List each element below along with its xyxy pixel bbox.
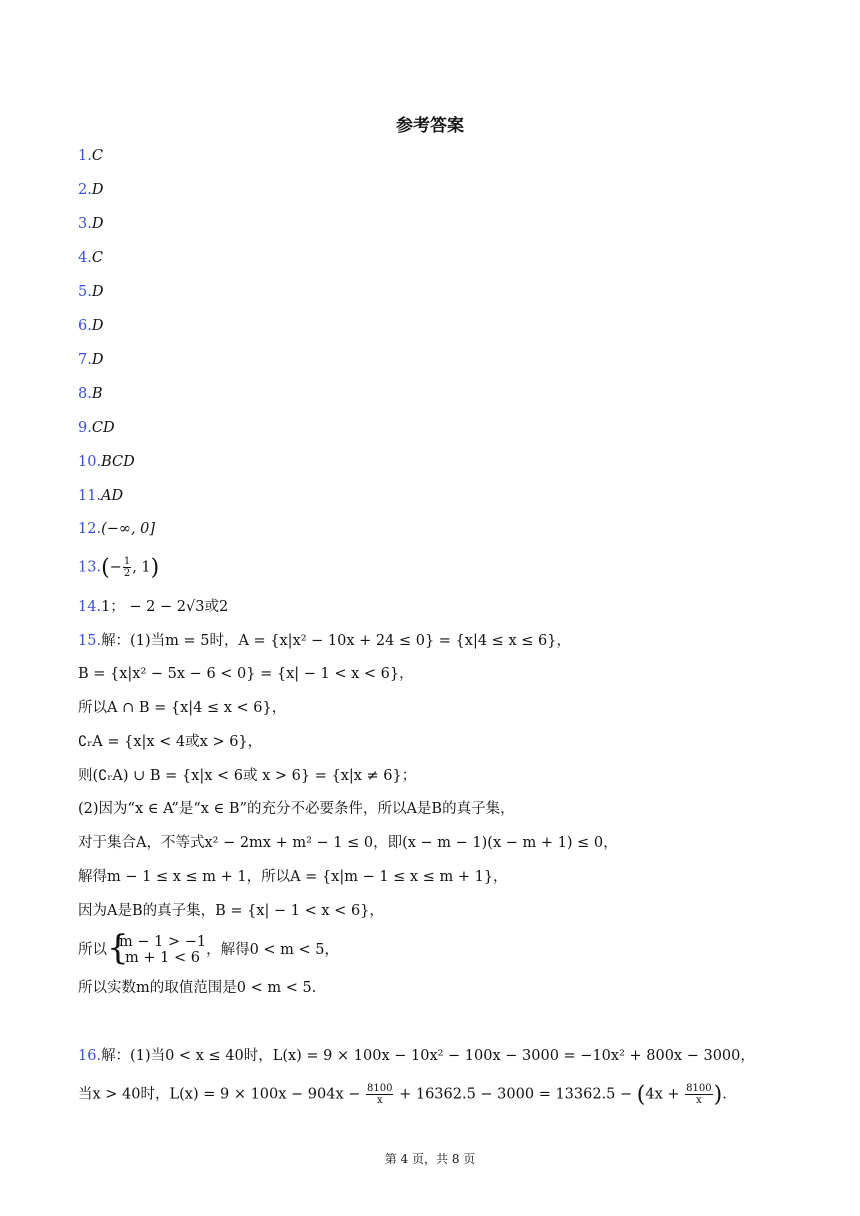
answer-text: C <box>91 148 103 164</box>
fraction: $\frac{8100}{x}$ <box>686 1083 712 1106</box>
answer-15-line-6: (2)因为“x ∈ A”是“x ∈ B”的充分不必要条件，所以A是B的真子集， <box>78 801 515 817</box>
answer-text: B <box>91 386 103 402</box>
answer-15-line-4: ∁ᵣA = {x|x < 4或x > 6}， <box>78 734 263 750</box>
answer-6 <box>78 316 103 336</box>
question-number: 12. <box>78 521 102 537</box>
answer-text: AD <box>101 488 124 504</box>
answer-text: D <box>91 182 104 198</box>
question-number: 6. <box>78 318 92 334</box>
answer-15-line-11: 所以实数m的取值范围是0 < m < 5. <box>78 980 317 996</box>
answer-text: D <box>91 318 104 334</box>
question-number: 5. <box>78 284 92 300</box>
question-number: 14. <box>78 599 102 615</box>
answer-4 <box>78 248 103 268</box>
answer-1 <box>78 146 103 166</box>
fraction: $\frac{1}{2}$ <box>123 556 131 579</box>
answer-11 <box>78 486 123 506</box>
question-number: 11. <box>78 488 102 504</box>
answer-15-line-8: 解得m − 1 ≤ x ≤ m + 1，所以A = {x|m − 1 ≤ x ≤ m + 1}， <box>78 869 508 885</box>
fraction: $\frac{8100}{x}$ <box>367 1083 393 1106</box>
answer-7 <box>78 350 103 370</box>
answer-15-line-1: 15.解：(1)当m = 5时，A = {x|x² − 10x + 24 ≤ 0} = {x|4 ≤ x ≤ 6}， <box>78 633 571 649</box>
answer-13-sign: − <box>109 559 122 576</box>
answer-text: (−∞, 0] <box>101 521 156 537</box>
page-footer: 第 4 页，共 8 页 <box>384 1152 476 1166</box>
equation-system: { m − 1 > −1 m + 1 < 6 <box>107 928 207 968</box>
answer-text: CD <box>91 420 115 436</box>
answer-15-line-2: B = {x|x² − 5x − 6 < 0} = {x| − 1 < x < 6}， <box>78 666 414 682</box>
question-number: 15. <box>78 633 102 649</box>
question-number: 3. <box>78 216 92 232</box>
answer-text: D <box>91 216 104 232</box>
page-title: 参考答案 <box>396 116 464 136</box>
answer-8 <box>78 384 103 404</box>
answer-text: BCD <box>101 454 135 470</box>
answer-3 <box>78 214 103 234</box>
answer-text: D <box>91 352 104 368</box>
answer-15-line-9: 因为A是B的真子集，B = {x| − 1 < x < 6}， <box>78 903 384 919</box>
answer-13: 13.(− $\frac{1}{2}$ , 1) <box>78 555 160 581</box>
question-number: 7. <box>78 352 92 368</box>
answer-2 <box>78 180 103 200</box>
answer-15-line-5: 则(∁ᵣA) ∪ B = {x|x < 6或 x > 6} = {x|x ≠ 6}； <box>78 768 417 784</box>
answer-text: D <box>91 284 104 300</box>
answer-15-line-7: 对于集合A，不等式x² − 2mx + m² − 1 ≤ 0，即(x − m − 1)(x − m + 1) ≤ 0， <box>78 835 618 851</box>
answer-14: 14.1； − 2 − 2√3或2 <box>78 599 229 615</box>
question-number: 2. <box>78 182 92 198</box>
answer-16-line-1: 16.解：(1)当0 < x ≤ 40时，L(x) = 9 × 100x − 10x² − 100x − 3000 = −10x² + 800x − 3000， <box>78 1048 755 1064</box>
question-number: 1. <box>78 148 92 164</box>
answer-15-line-10: 所以 { m − 1 > −1 m + 1 < 6 ，解得0 < m < 5， <box>78 928 340 968</box>
question-number: 8. <box>78 386 92 402</box>
answer-16-line-2: 当x > 40时，L(x) = 9 × 100x − 904x − $\frac{8100}{x}$ + 16362.5 − 3000 = 13362.5 − (4x + $\frac{8100}{x}$ ). <box>78 1082 727 1108</box>
answer-15-line-3: 所以A ∩ B = {x|4 ≤ x < 6}， <box>78 700 287 716</box>
question-number: 10. <box>78 454 102 470</box>
answer-9 <box>78 418 115 438</box>
answer-5 <box>78 282 103 302</box>
question-number: 9. <box>78 420 92 436</box>
question-number: 16. <box>78 1048 102 1064</box>
question-number: 13. <box>78 559 102 576</box>
answer-10 <box>78 452 135 472</box>
question-number: 4. <box>78 250 92 266</box>
answer-12 <box>78 519 155 539</box>
answer-text: C <box>91 250 103 266</box>
